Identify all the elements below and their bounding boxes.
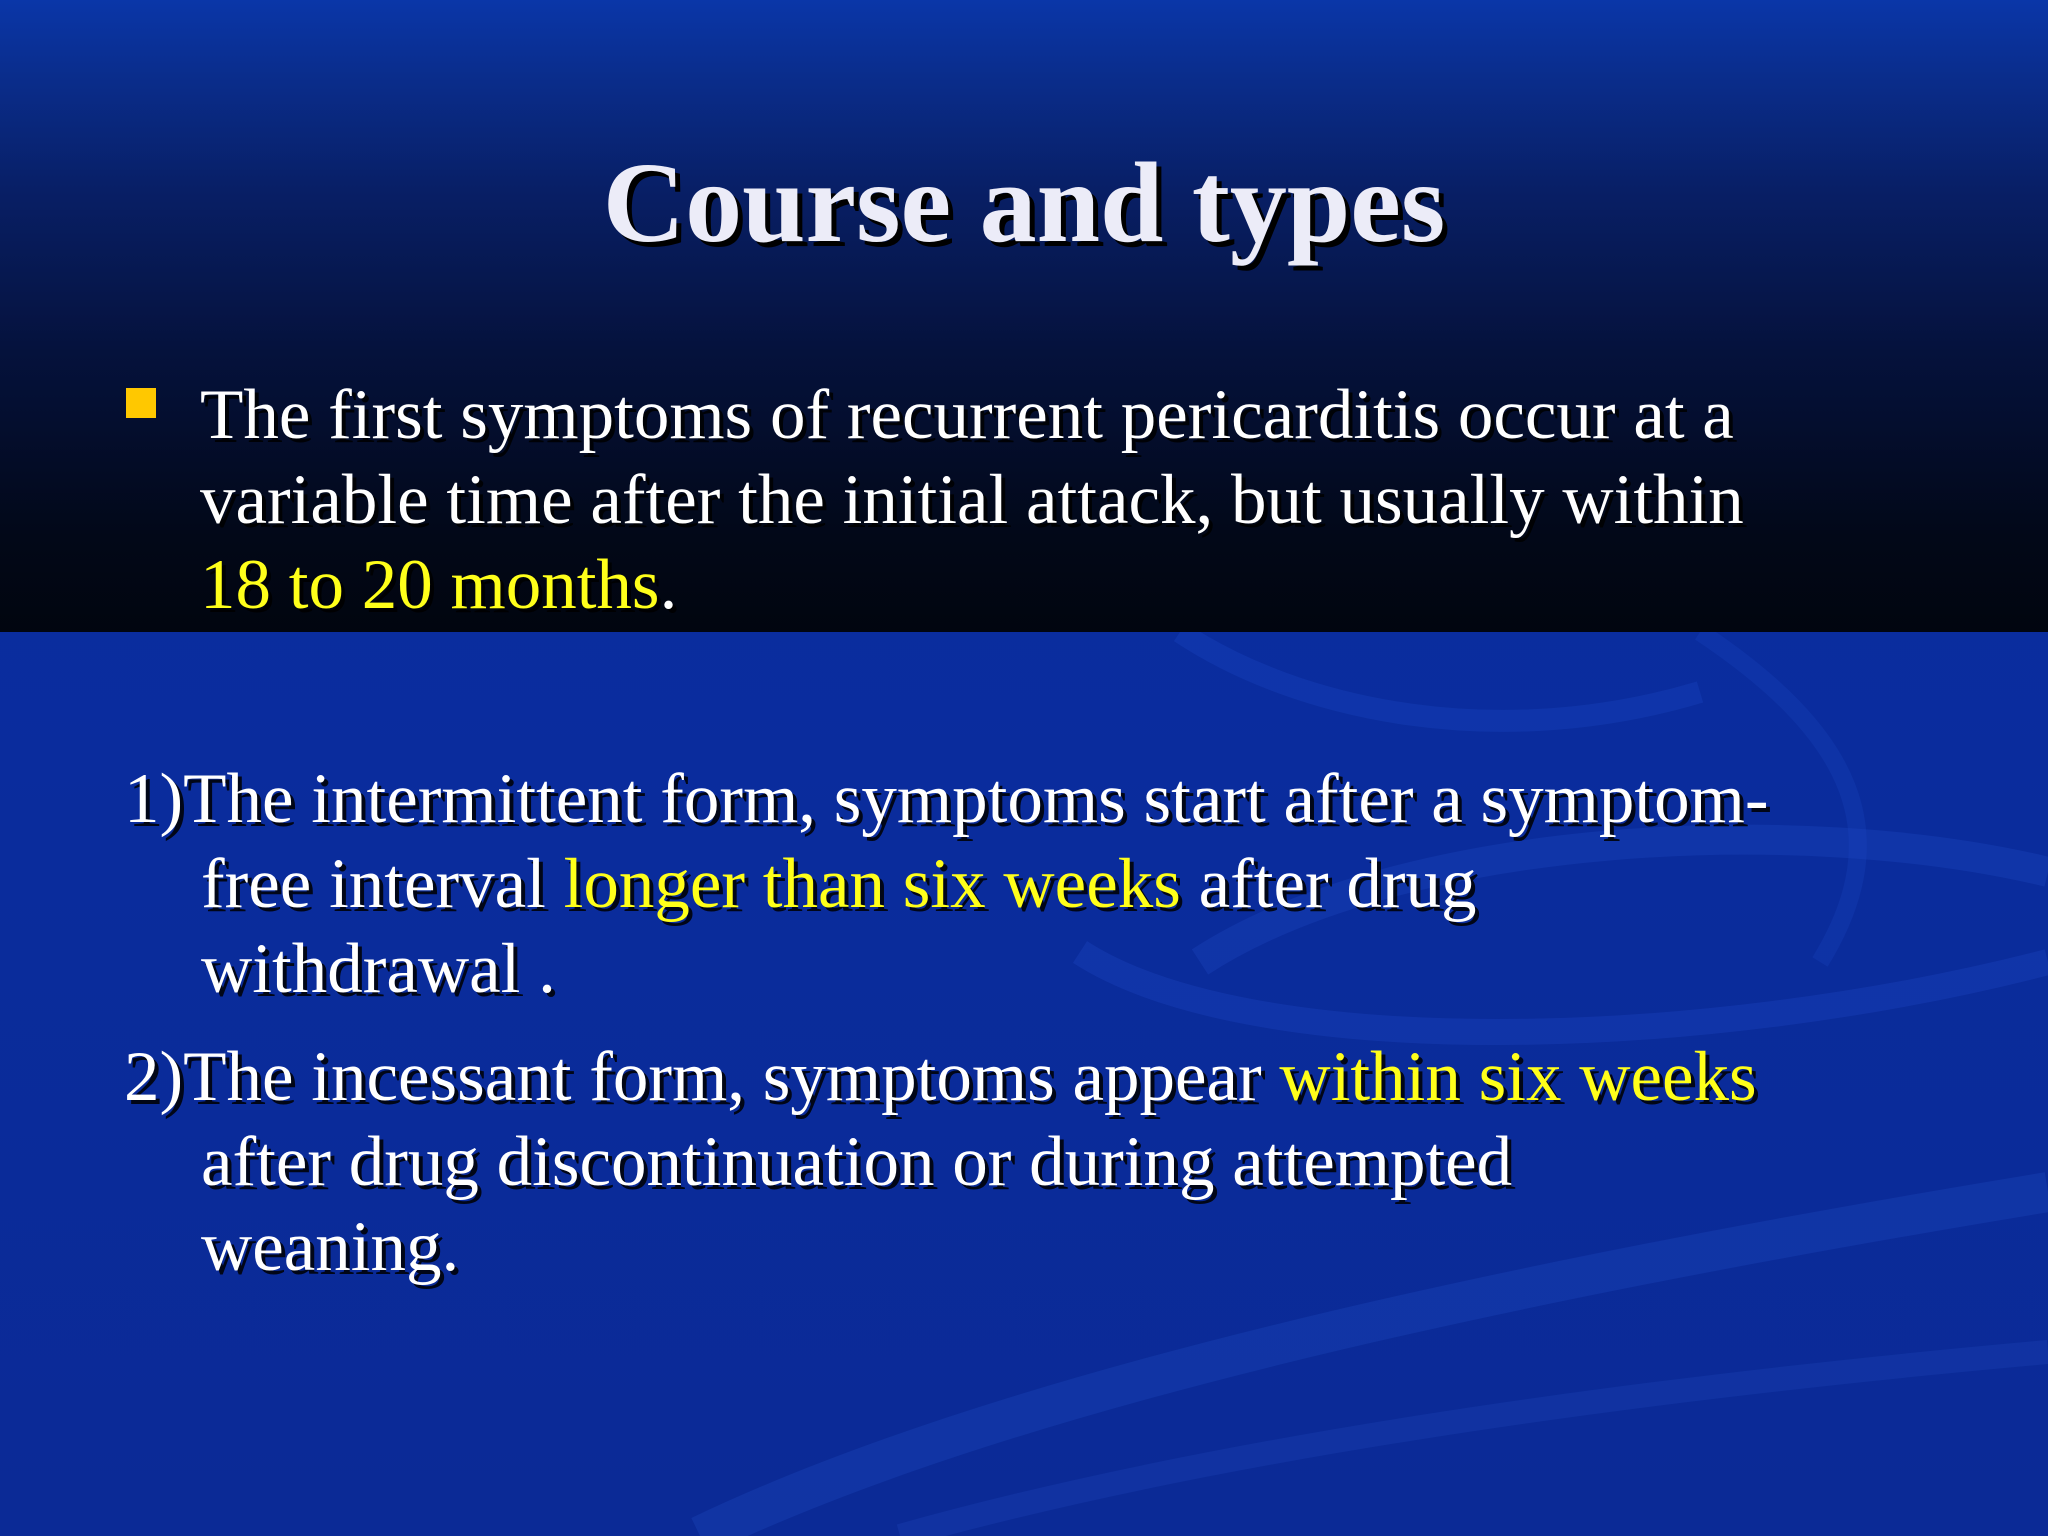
item2-line-2: after drug discontinuation or during attempted (201, 1123, 1513, 1201)
bullet-paragraph (200, 373, 1744, 628)
item2-line-1-pre: 2)The incessant form, symptoms appear (124, 1038, 1280, 1116)
item1-line-2 (124, 842, 1768, 927)
item2-line-1 (124, 1035, 1757, 1120)
bullet-square-icon (126, 388, 156, 418)
item-incessant-form (124, 1035, 1757, 1290)
item-intermittent-form (124, 757, 1768, 1012)
bullet-line-1: The first symptoms of recurrent pericarditis occur at a (200, 376, 1734, 454)
item1-line-2-pre: free interval (201, 845, 564, 923)
slide-title: Course and types (602, 139, 1446, 266)
bullet-line-3 (200, 543, 1744, 628)
item1-line-2-post: after drug (1180, 845, 1477, 923)
highlight-longer-than-six-weeks: longer than six weeks (563, 845, 1181, 923)
bullet-line-3-tail: . (659, 546, 678, 624)
item1-line-1: 1)The intermittent form, symptoms start after a symptom- (124, 760, 1769, 838)
bullet-line-2: variable time after the initial attack, but usually within (200, 461, 1744, 539)
highlight-18-to-20-months: 18 to 20 months (200, 546, 660, 624)
highlight-within-six-weeks: within six weeks (1279, 1038, 1757, 1116)
item1-line-3: withdrawal . (201, 930, 556, 1008)
item2-line-3: weaning. (201, 1208, 460, 1286)
